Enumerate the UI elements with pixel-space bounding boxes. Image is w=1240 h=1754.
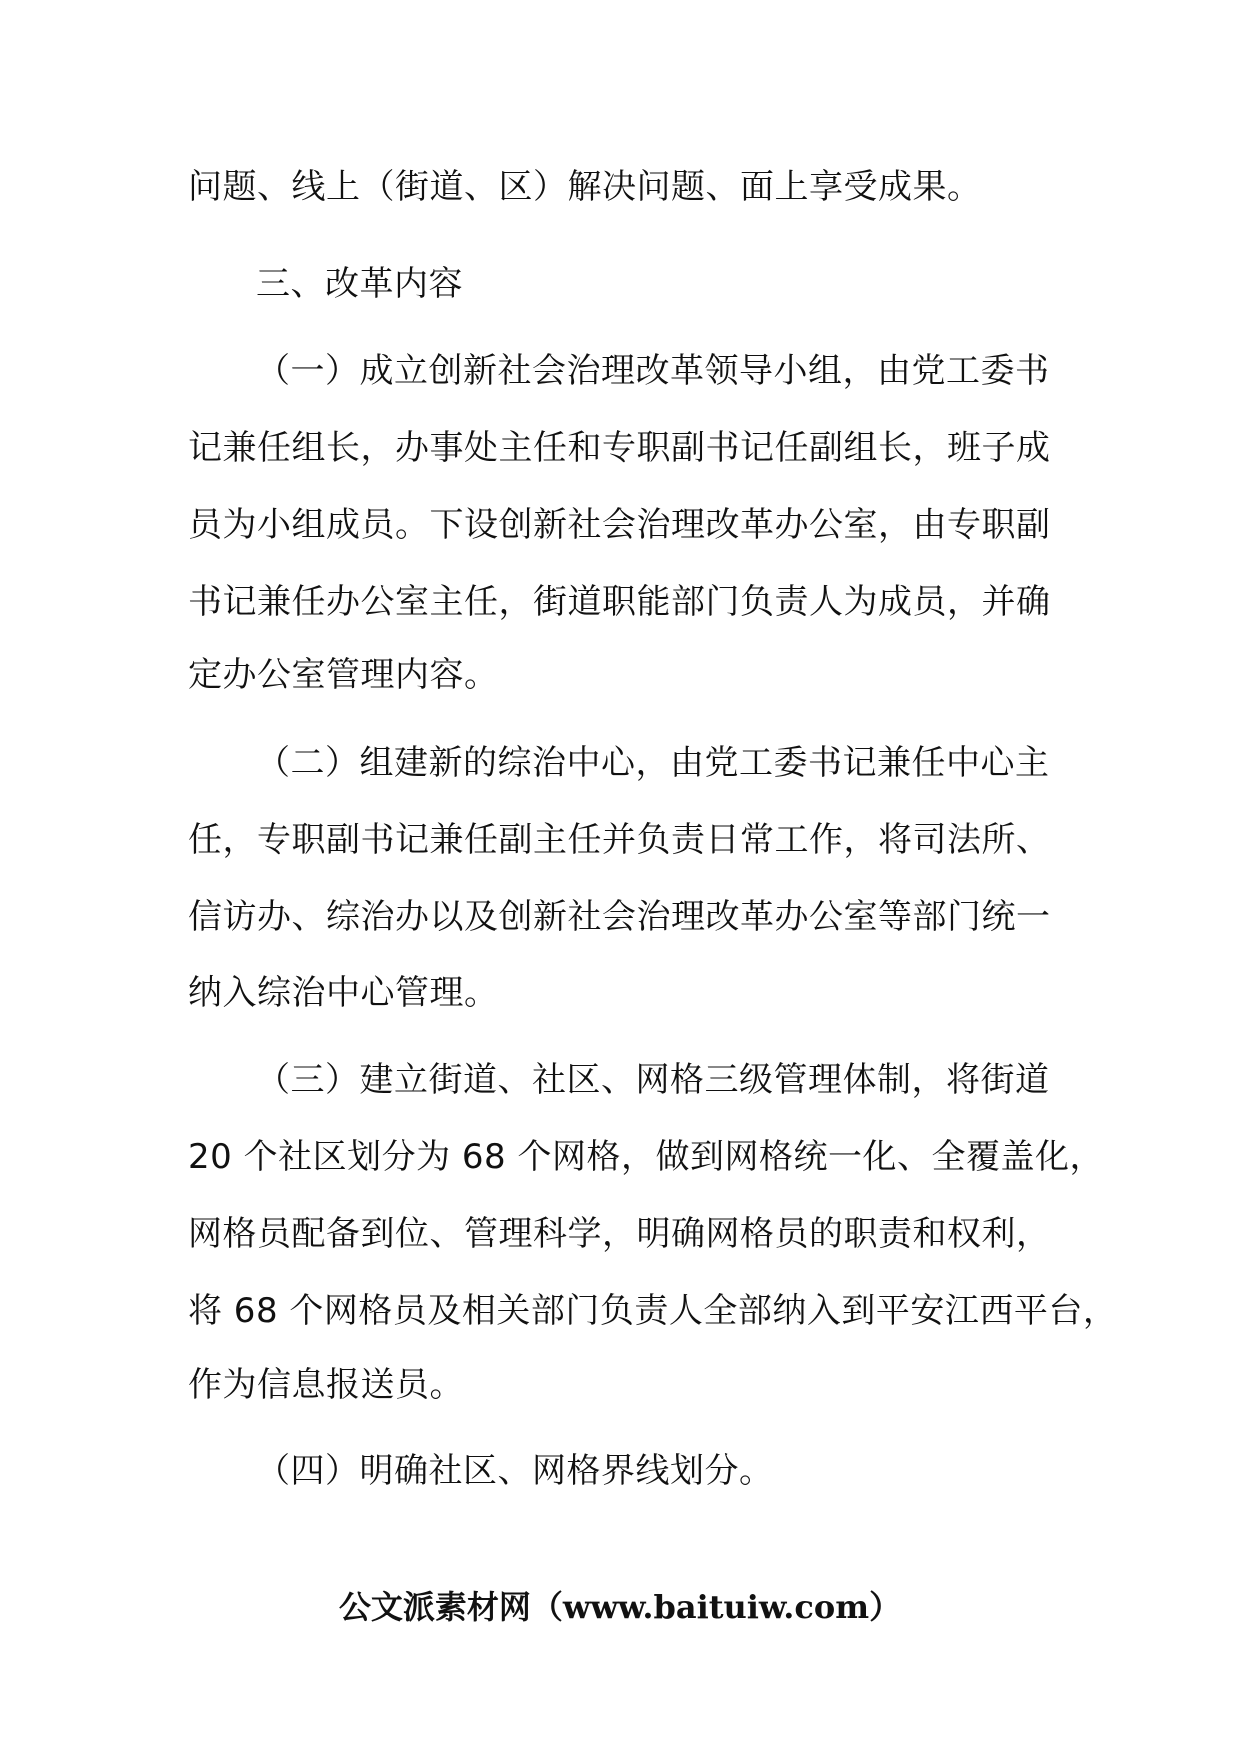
paragraph-line: 将 68 个网格员及相关部门负责人全部纳入到平安江西平台，	[188, 1291, 1118, 1331]
paragraph-line: 任，专职副书记兼任副主任并负责日常工作，将司法所、	[188, 820, 1051, 860]
paragraph-line: 信访办、综治办以及创新社会治理改革办公室等部门统一	[188, 897, 1051, 937]
paragraph-line: （四）明确社区、网格界线划分。	[256, 1451, 774, 1491]
section-heading: 三、改革内容	[256, 264, 463, 304]
paragraph-line: 20 个社区划分为 68 个网格，做到网格统一化、全覆盖化，	[188, 1137, 1104, 1177]
paragraph-line: （二）组建新的综治中心，由党工委书记兼任中心主	[256, 743, 1050, 783]
footer-source-text: 公文派素材网（www.baituiw.com）	[338, 1588, 902, 1626]
paragraph-line: 纳入综治中心管理。	[188, 973, 499, 1013]
paragraph-line: （三）建立街道、社区、网格三级管理体制，将街道	[256, 1060, 1050, 1100]
paragraph-line: 书记兼任办公室主任，街道职能部门负责人为成员，并确	[188, 582, 1051, 622]
paragraph-line: 定办公室管理内容。	[188, 655, 499, 695]
paragraph-line: （一）成立创新社会治理改革领导小组，由党工委书	[256, 351, 1050, 391]
paragraph-line: 作为信息报送员。	[188, 1365, 464, 1405]
paragraph-line: 员为小组成员。下设创新社会治理改革办公室，由专职副	[188, 505, 1051, 545]
paragraph-line: 记兼任组长，办事处主任和专职副书记任副组长，班子成	[188, 428, 1051, 468]
paragraph-line: 问题、线上（街道、区）解决问题、面上享受成果。	[188, 167, 982, 207]
paragraph-line: 网格员配备到位、管理科学，明确网格员的职责和权利，	[188, 1214, 1051, 1254]
